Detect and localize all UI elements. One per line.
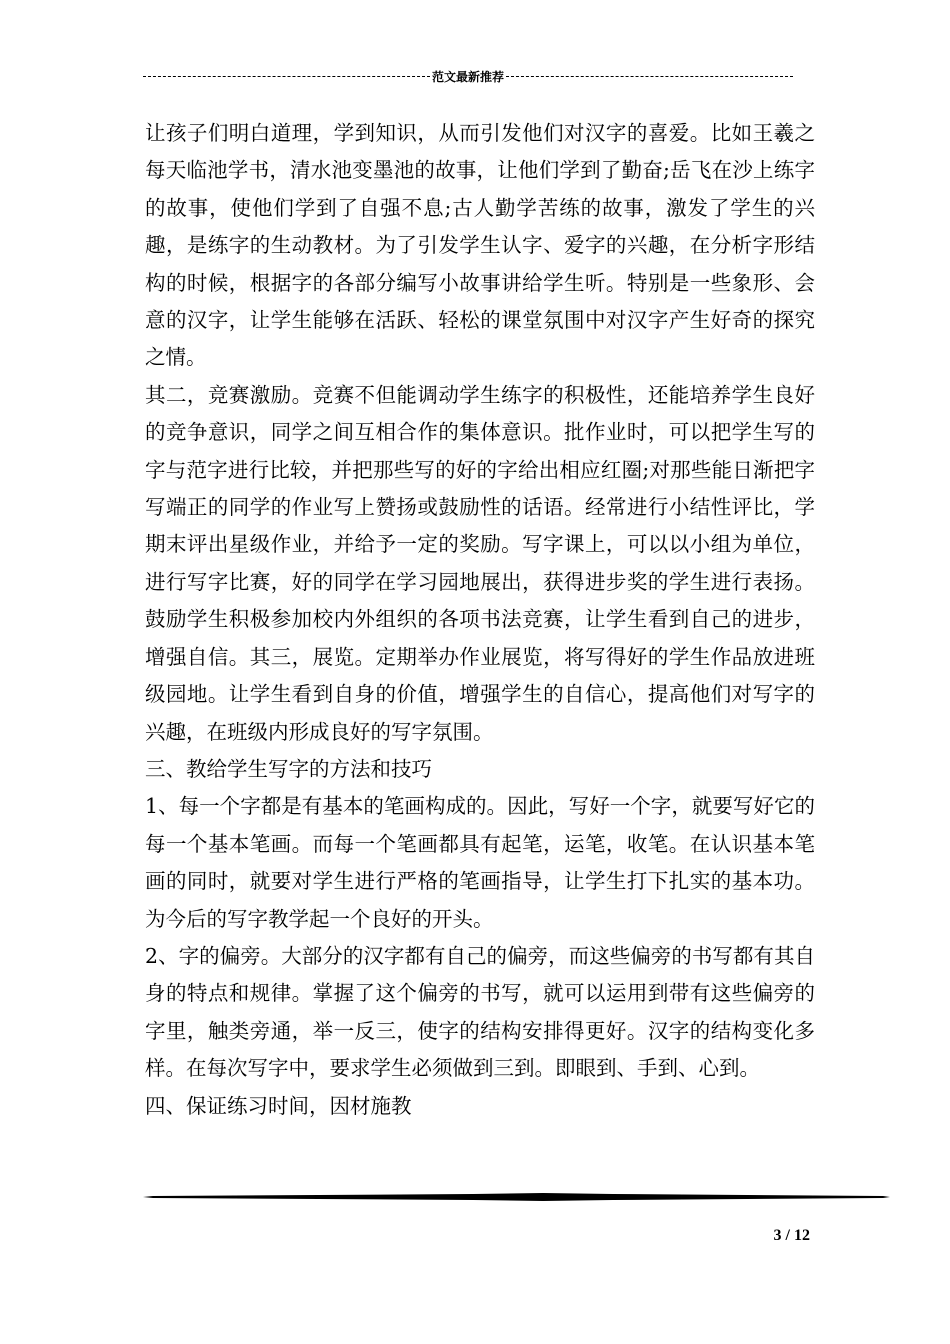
paragraph-basic-strokes: 1、每一个字都是有基本的笔画构成的。因此，写好一个字，就要写好它的每一个基本笔画。而每一个笔画都具有起笔，运笔，收笔。在认识基本笔画的同时，就要对学生进行严格的笔画指导，让学生打下扎实的基本功。为今后的写字教学起一个良好的开头。: [145, 794, 815, 931]
header-label: 范文最新推荐: [432, 69, 505, 84]
footer-divider: [143, 1193, 890, 1201]
header-dash-right: [506, 76, 793, 77]
page-number: 3 / 12: [773, 1227, 810, 1244]
paragraph-story-motivation: 让孩子们明白道理，学到知识，从而引发他们对汉字的喜爱。比如王羲之每天临池学书，清水池变墨池的故事，让他们学到了勤奋;岳飞在沙上练字的故事，使他们学到了自强不息;古人勤学苦练的故事，激发了学生的兴趣，是练字的生动教材。为了引发学生认字、爱字的兴趣，在分析字形结构的时候，根据字的各部分编写小故事讲给学生听。特别是一些象形、会意的汉字，让学生能够在活跃、轻松的课堂氛围中对汉字产生好奇的探究之情。: [145, 121, 815, 370]
document-body: [145, 115, 815, 1125]
header-dash-left: [143, 76, 430, 77]
section-heading-3: 三、教给学生写字的方法和技巧: [145, 756, 432, 781]
paragraph-radicals: 2、字的偏旁。大部分的汉字都有自己的偏旁，而这些偏旁的书写都有其自身的特点和规律。掌握了这个偏旁的书写，就可以运用到带有这些偏旁的字里，触类旁通，举一反三，使字的结构安排得更好。汉字的结构变化多样。在每次写字中，要求学生必须做到三到。即眼到、手到、心到。: [145, 943, 815, 1081]
page-header: [143, 66, 793, 86]
section-heading-4: 四、保证练习时间，因材施教: [145, 1093, 412, 1118]
paragraph-competition: 其二，竞赛激励。竞赛不但能调动学生练字的积极性，还能培养学生良好的竞争意识，同学之间互相合作的集体意识。批作业时，可以把学生写的字与范字进行比较，并把那些写的好的字给出相应红圈;对那些能日渐把字写端正的同学的作业写上赞扬或鼓励性的话语。经常进行小结性评比，学期末评出星级作业，并给予一定的奖励。写字课上，可以以小组为单位，进行写字比赛，好的同学在学习园地展出，获得进步奖的学生进行表扬。鼓励学生积极参加校内外组织的各项书法竞赛，让学生看到自己的进步，增强自信。其三，展览。定期举办作业展览，将写得好的学生作品放进班级园地。让学生看到自身的价值，增强学生的自信心，提高他们对写字的兴趣，在班级内形成良好的写字氛围。: [145, 382, 815, 744]
